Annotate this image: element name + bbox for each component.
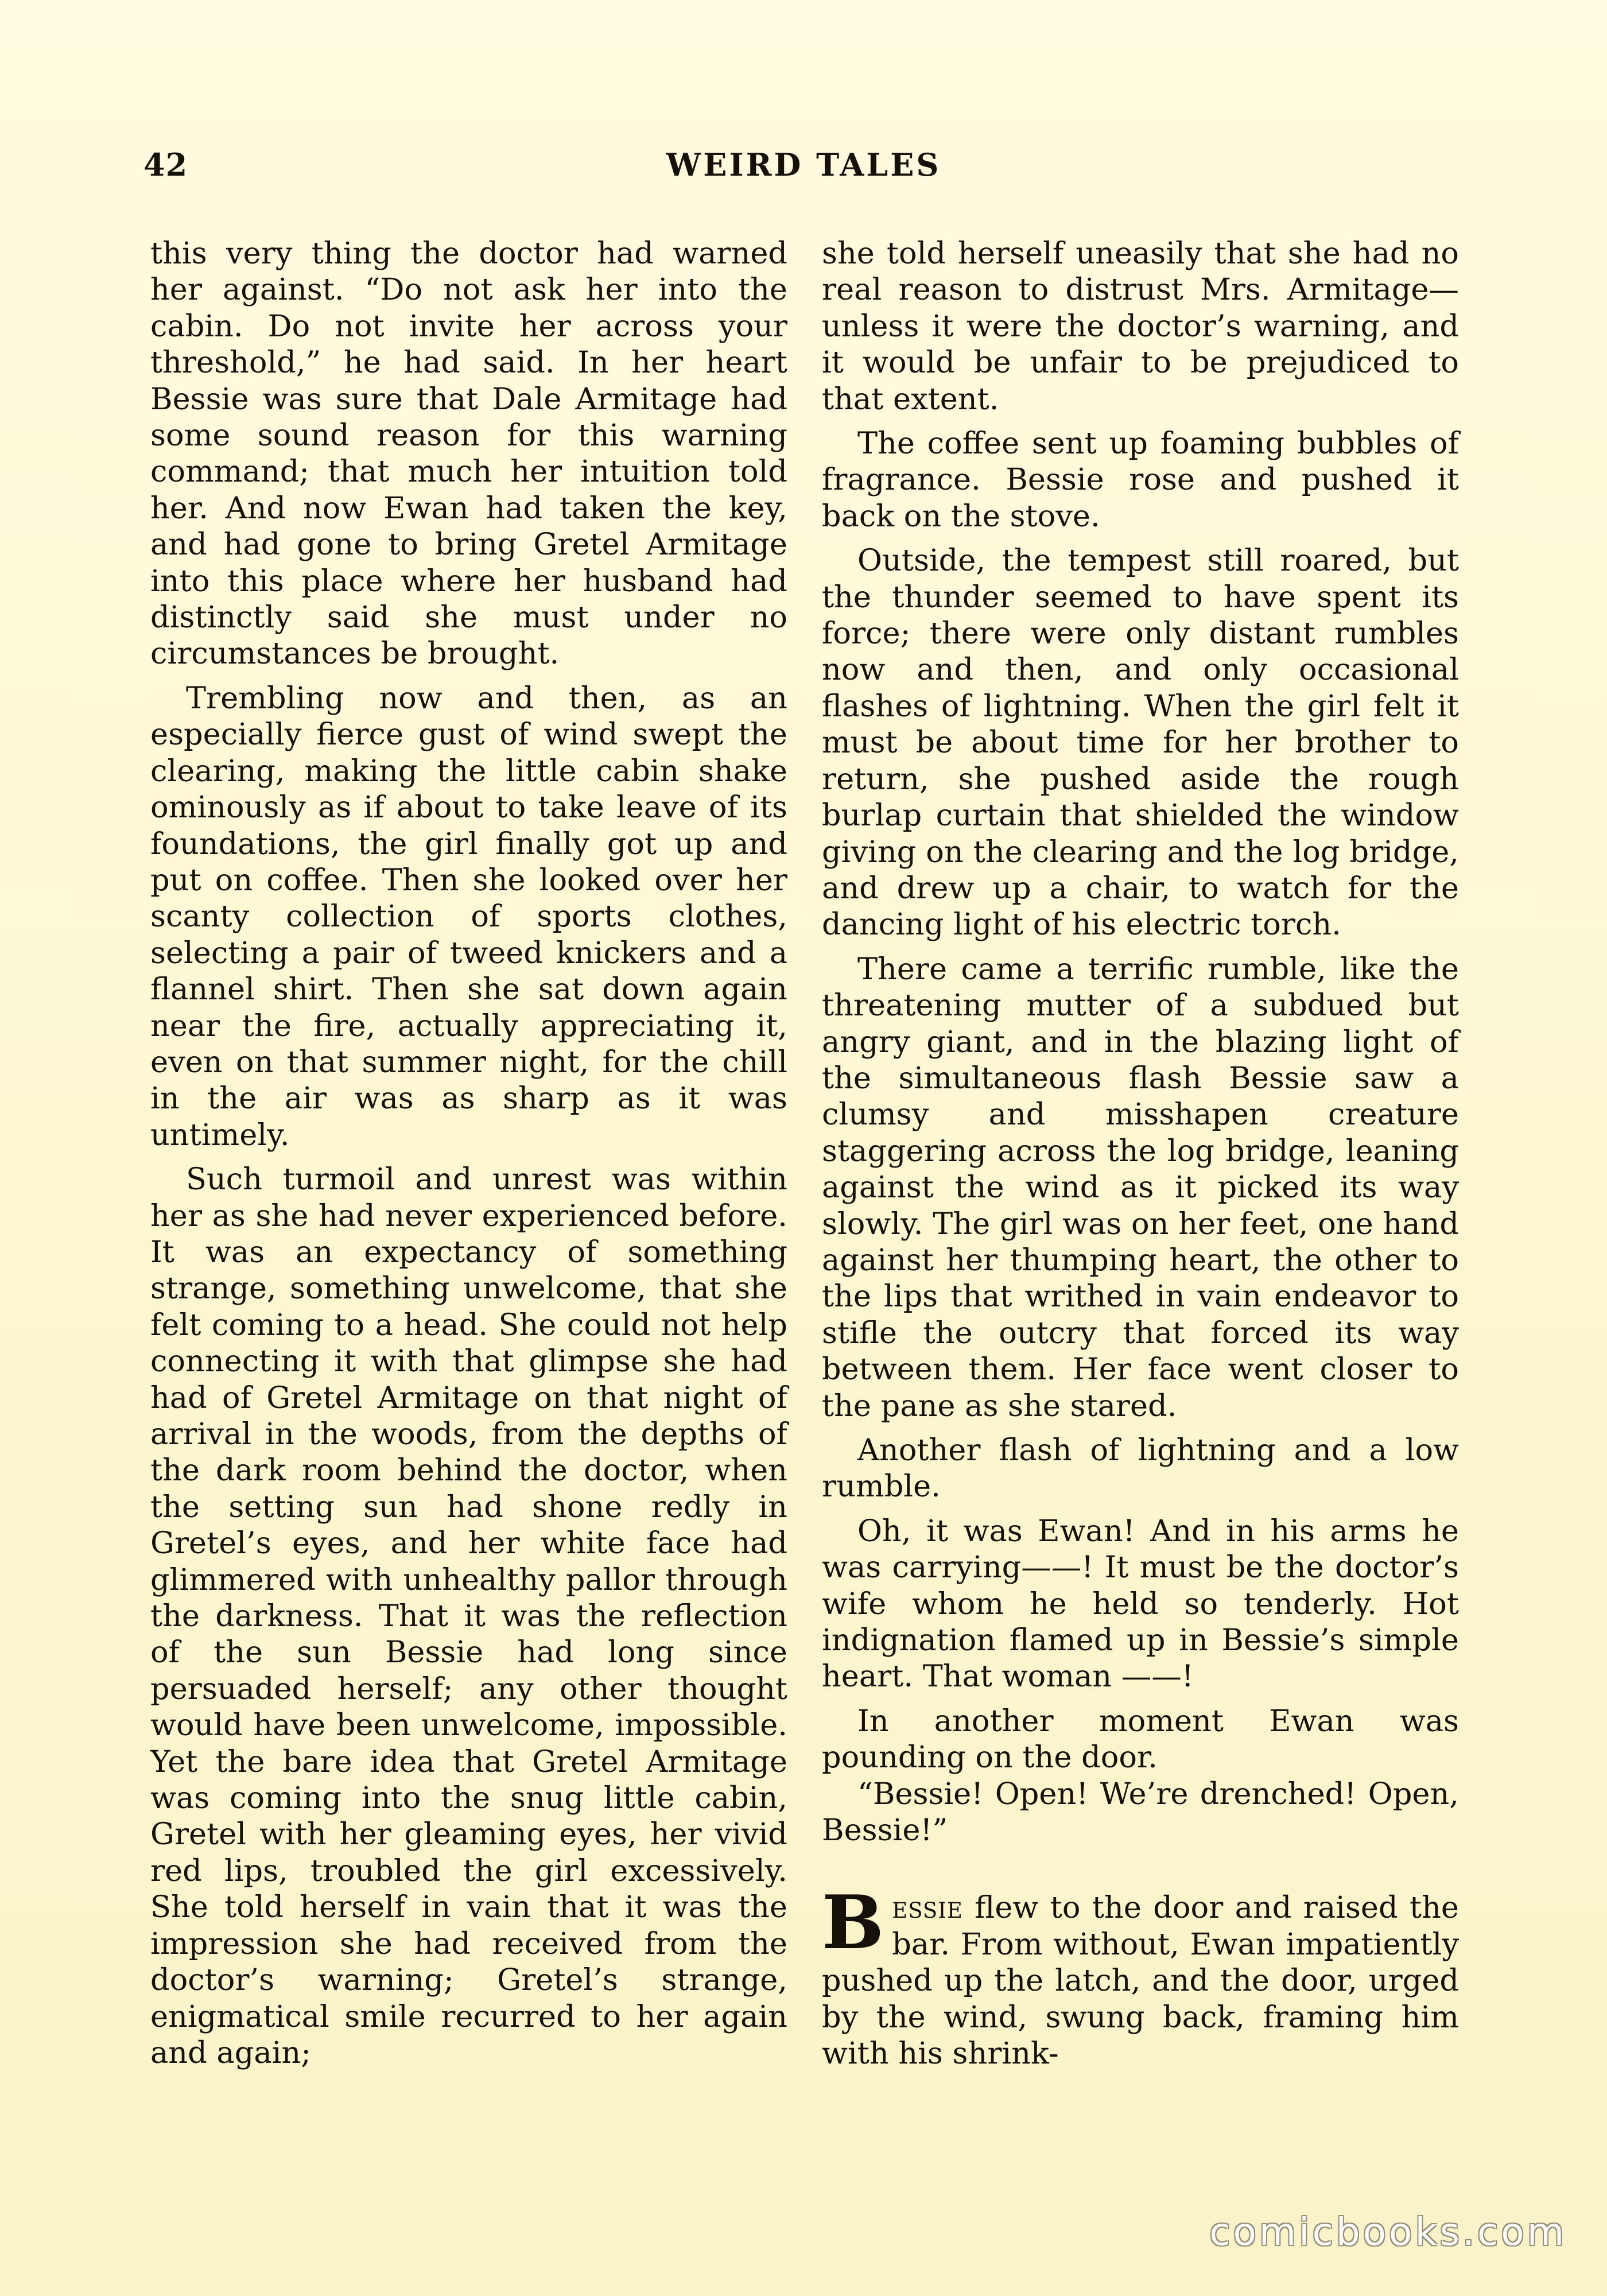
paragraph: Another flash of lightning and a low rumble. — [822, 1433, 1459, 1504]
section-break — [822, 1848, 1459, 1890]
paragraph-text: flew to the door and raised the bar. From without, Ewan impatiently pushed up the latch, and the door, urged by the wind, swung back, framing him with his shrink- — [822, 1890, 1459, 2072]
paragraph: Oh, it was Ewan! And in his arms he was carrying——! It must be the doctor’s wife whom he held so tenderly. Hot indignation flamed up in Bessie’s simple heart. That woman ——! — [822, 1513, 1459, 1694]
page-number: 42 — [143, 146, 188, 183]
page-header — [143, 146, 1464, 192]
paragraph: Outside, the tempest still roared, but the thunder seemed to have spent its force; there were only distant rumbles now and then, and only occasional flashes of lightning. When the girl felt it must be about time for her brother to return, she pushed aside the rough burlap curtain that shielded the window giving on the clearing and the log bridge, and drew up a chair, to watch for the dancing light of his electric torch. — [822, 543, 1459, 943]
paragraph: this very thing the doctor had warned her against. “Do not ask her into the cabin. Do not invite her across your threshold,” he had said. In her heart Bessie was sure that Dale Armitage had some sound reason for this warning command; that much her intuition told her. And now Ewan had taken the key, and had gone to bring Gretel Armitage into this place where her husband had distinctly said she must under no circumstances be brought. — [150, 236, 787, 672]
right-column — [822, 235, 1459, 2072]
paragraph: In another moment Ewan was pounding on the door. — [822, 1703, 1459, 1775]
drop-cap: B — [822, 1880, 884, 1967]
paragraph: Trembling now and then, as an especially fierce gust of wind swept the clearing, making the little cabin shake ominously as if about to take leave of its foundations, the girl finally got up and put on coffee. Then she looked over her scanty collection of sports clothes, selecting a pair of tweed knickers and a flannel shirt. Then she sat down again near the fire, actually appreciating it, even on that summer night, for the chill in the air was as sharp as it was untimely. — [150, 680, 787, 1153]
paragraph: “Bessie! Open! We’re drenched! Open, Bessie!” — [822, 1776, 1459, 1848]
paragraph: There came a terrific rumble, like the threatening mutter of a subdued but angry giant, and in the blazing light of the simultaneous flash Bessie saw a clumsy and misshapen creature staggering across the log bridge, leaning against the wind as it picked its way slowly. The girl was on her feet, one hand against her thumping heart, the other to the lips that writhed in vain endeavor to stifle the outcry that forced its way between them. Her face went closer to the pane as she stared. — [822, 951, 1459, 1424]
paragraph: Such turmoil and unrest was within her as she had never experienced before. It was an expectancy of something strange, something unwelcome, that she felt coming to a head. She could not help connecting it with that glimpse she had had of Gretel Armitage on that night of arrival in the woods, from the depths of the dark room behind the doctor, when the setting sun had shone redly in Gretel’s eyes, and her white face had glimmered with unhealthy pallor through the darkness. That it was the reflection of the sun Bessie had long since persuaded herself; any other thought would have been unwelcome, impossible. Yet the bare idea that Gretel Armitage was coming into the snug little cabin, Gretel with her gleaming eyes, her vivid red lips, troubled the girl excessively. She told herself in vain that it was the impression she had received from the doctor’s warning; Gretel’s strange, enigmatical smile recurred to her again and again; — [150, 1162, 787, 2070]
site-watermark: comicbooks.com — [1209, 2210, 1567, 2254]
left-column — [150, 235, 787, 2071]
small-caps-word: essie — [892, 1890, 963, 1926]
paragraph: she told herself uneasily that she had no real reason to distrust Mrs. Armitage—unless it were the doctor’s warning, and it would be unfair to be prejudiced to that extent. — [822, 236, 1459, 417]
running-head: WEIRD TALES — [666, 146, 941, 183]
paragraph: The coffee sent up foaming bubbles of fragrance. Bessie rose and pushed it back on the stove. — [822, 426, 1459, 534]
section-opening-paragraph — [822, 1880, 1459, 2072]
